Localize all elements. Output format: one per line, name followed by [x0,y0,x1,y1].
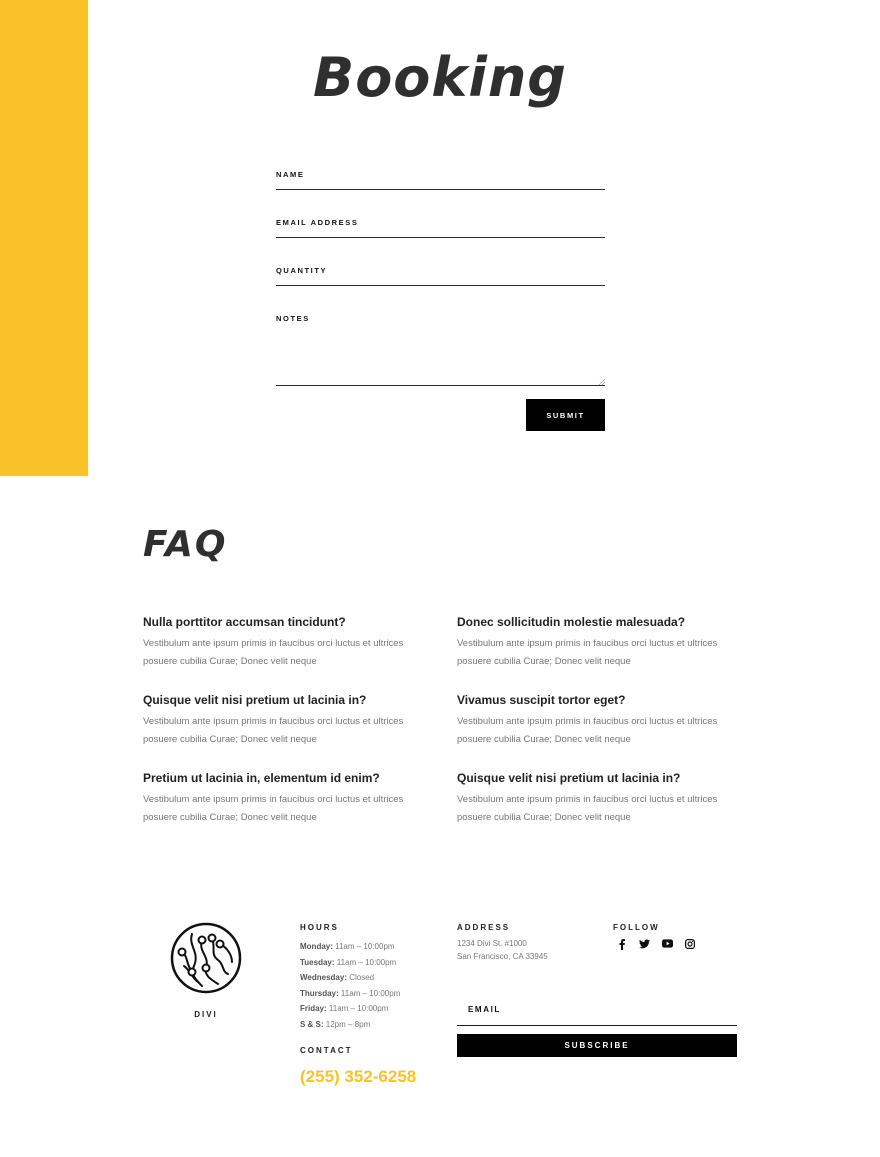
faq-answer: Vestibulum ante ipsum primis in faucibus orci luctus et ultrices posuere cubilia Curae; Donec velit neque [143,794,404,823]
hours-day: Tuesday: [300,957,335,967]
quantity-label: QUANTITY [276,266,328,275]
email-subscribe-underline [457,1025,737,1026]
faq-answer: Vestibulum ante ipsum primis in faucibus orci luctus et ultrices posuere cubilia Curae; Donec velit neque [143,638,404,667]
hours-day: Friday: [300,1004,327,1013]
hours-row [300,970,400,986]
hours-row [300,955,400,971]
hours-day: Thursday: [300,988,339,998]
faq-item [457,693,757,749]
hours-time: Closed [346,973,375,982]
notes-textarea[interactable] [276,326,605,386]
notes-field-group [276,314,605,404]
faq-question: Vivamus suscipit tortor eget? [457,693,626,707]
faq-question: Nulla porttitor accumsan tincidunt? [143,615,346,629]
email-field-group [276,216,605,264]
follow-heading: FOLLOW [613,923,660,932]
faq-question: Quisque velit nisi pretium ut lacinia in? [457,771,681,785]
email-label: EMAIL ADDRESS [276,218,359,227]
name-underline [276,189,605,190]
contact-heading: CONTACT [300,1046,353,1055]
submit-button[interactable]: SUBMIT [526,399,605,431]
faq-title: FAQ [143,524,228,565]
hours-row [300,939,400,955]
notes-label: NOTES [276,314,310,323]
quantity-underline [276,285,605,286]
circuit-logo-icon [170,922,242,994]
hours-day: Wednesday: [300,973,347,982]
faq-question: Pretium ut lacinia in, elementum id enim? [143,771,380,785]
notes-underline [276,385,605,386]
faq-answer: Vestibulum ante ipsum primis in faucibus orci luctus et ultrices posuere cubilia Curae; Donec velit neque [143,716,404,745]
hours-row [300,1017,400,1033]
faq-question: Donec sollicitudin molestie malesuada? [457,615,686,629]
youtube-icon[interactable] [662,939,673,948]
hours-time: 11am – 10:00pm [338,988,401,998]
booking-title: Booking [313,46,567,109]
hours-list [300,939,400,1032]
hours-row [300,986,400,1002]
hours-heading: HOURS [300,923,339,932]
faq-item [143,693,443,749]
hours-row [300,1001,400,1017]
social-links [617,939,695,950]
email-underline [276,237,605,238]
faq-question: Quisque velit nisi pretium ut lacinia in? [143,693,367,707]
hours-time: 11am – 10:00pm [334,957,397,967]
name-label: NAME [276,170,305,179]
faq-item [457,615,757,671]
phone-link[interactable]: (255) 352-6258 [300,1067,417,1086]
faq-item [457,771,757,827]
address-heading: ADDRESS [457,923,511,932]
logo-text: DIVI [194,1010,218,1019]
faq-item [143,771,443,827]
booking-form [276,168,605,404]
hours-day: Monday: [300,942,333,951]
hours-time: 11am – 10:00pm [332,942,395,951]
hours-time: 11am – 10:00pm [326,1004,389,1013]
faq-answer: Vestibulum ante ipsum primis in faucibus orci luctus et ultrices posuere cubilia Curae; Donec velit neque [457,716,718,745]
email-subscribe-label: EMAIL [468,1005,501,1014]
resize-grip-icon[interactable] [599,379,605,385]
facebook-icon[interactable] [617,939,627,950]
address-line: San Francisco, CA 33945 [457,951,548,961]
instagram-icon[interactable] [685,939,695,949]
faq-item [143,615,443,671]
hours-day: S & S: [300,1019,324,1029]
address-line: 1234 Divi St. #1000 [457,939,527,948]
faq-answer: Vestibulum ante ipsum primis in faucibus orci luctus et ultrices posuere cubilia Curae; Donec velit neque [457,794,718,823]
twitter-icon[interactable] [639,939,650,949]
subscribe-button[interactable]: SUBSCRIBE [457,1034,737,1057]
address-block [457,938,548,963]
quantity-field-group [276,264,605,312]
name-field-group [276,168,605,216]
hours-time: 12pm – 8pm [323,1019,371,1029]
faq-answer: Vestibulum ante ipsum primis in faucibus orci luctus et ultrices posuere cubilia Curae; Donec velit neque [457,638,718,667]
